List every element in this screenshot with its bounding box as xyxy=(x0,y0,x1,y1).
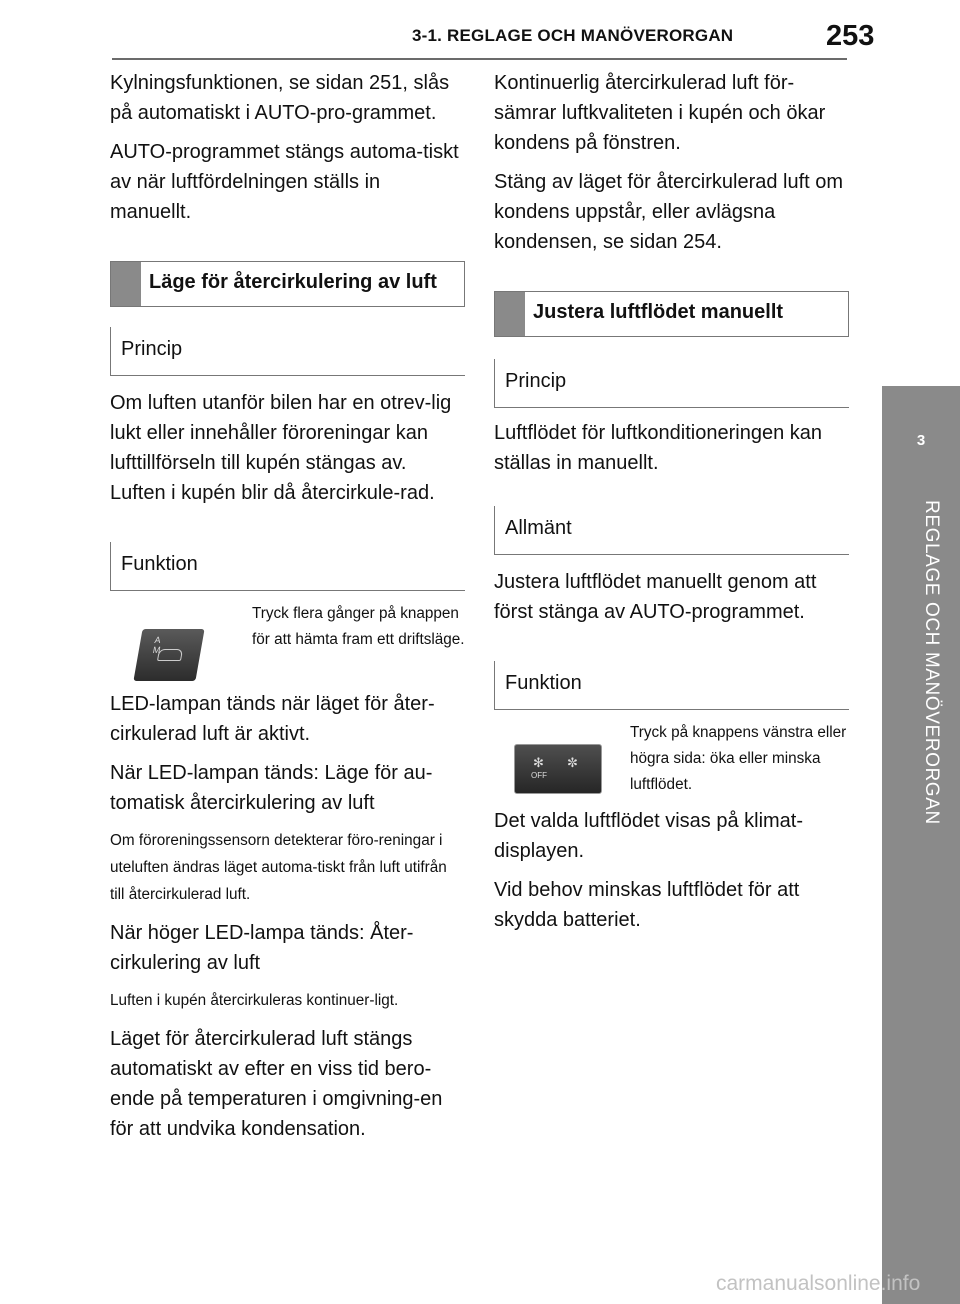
led-paragraph: LED-lampan tänds när läget för åter-cirkulerad luft är aktivt. xyxy=(110,693,435,745)
chapter-title: REGLAGE OCH MANÖVERORGAN xyxy=(921,500,942,825)
section-heading-text: Läge för återcirkulering av luft xyxy=(149,271,437,293)
intro-paragraph: Kylningsfunktionen, se sidan 251, slås på automatiskt i AUTO-pro-grammet. xyxy=(110,72,450,124)
function-description: Tryck flera gånger på knappen för att hämta fram ett driftsläge. xyxy=(252,605,465,648)
fan-increase-icon: ✼ xyxy=(567,755,578,770)
intro-paragraph: Stäng av läget för återcirkulerad luft om kondens uppstår, eller avlägsna kondensen, se sidan 254. xyxy=(494,171,844,253)
right-column xyxy=(494,68,849,944)
intro-paragraph: AUTO-programmet stängs automa-tiskt av när luftfördelningen ställs in manuellt. xyxy=(110,141,459,223)
battery-paragraph: Vid behov minskas luftflödet för att skydda batteriet. xyxy=(494,879,800,931)
principle-paragraph: Om luften utanför bilen har en otrev-lig lukt eller innehåller föroreningar kan lufttillförseln till kupén stängas av. Luften i kupén blir då återcirkule-rad. xyxy=(110,392,452,504)
header-divider xyxy=(112,58,847,60)
function-row xyxy=(494,720,849,798)
auto-off-paragraph: Läget för återcirkulerad luft stängs automatiskt av efter en viss tid bero-ende på temperaturen i omgivning-en för att undvika kondensation. xyxy=(110,1028,443,1140)
subheading-function: Funktion xyxy=(494,661,849,710)
subheading-function: Funktion xyxy=(110,542,465,591)
fan-button-image xyxy=(514,744,602,794)
subheading-principle: Princip xyxy=(110,327,465,376)
section-heading-recirculation xyxy=(110,261,465,307)
heading-accent-bar xyxy=(495,292,525,336)
chapter-number: 3 xyxy=(916,432,926,449)
general-paragraph: Justera luftflödet manuellt genom att först stänga av AUTO-programmet. xyxy=(494,571,817,623)
car-recirculation-icon xyxy=(157,649,183,661)
section-title: 3-1. REGLAGE OCH MANÖVERORGAN xyxy=(412,26,734,45)
intro-paragraph: Kontinuerlig återcirkulerad luft för-sämrar luftkvaliteten i kupén och ökar kondens på fönstren. xyxy=(494,72,826,154)
display-paragraph: Det valda luftflödet visas på klimat-displayen. xyxy=(494,810,804,862)
page-number: 253 xyxy=(826,20,875,52)
subheading-principle: Princip xyxy=(494,359,849,408)
recirculation-button-image xyxy=(133,629,204,681)
left-column xyxy=(110,68,465,1153)
function-row xyxy=(110,601,465,681)
button-off-label: OFF xyxy=(531,771,547,780)
fan-decrease-icon: ✻ xyxy=(533,755,544,770)
right-led-note: Luften i kupén återcirkuleras kontinuer-ligt. xyxy=(110,992,399,1009)
function-description: Tryck på knappens vänstra eller högra sida: öka eller minska luftflödet. xyxy=(630,724,847,793)
auto-led-paragraph: När LED-lampan tänds: Läge för au-tomatisk återcirkulering av luft xyxy=(110,762,433,814)
section-heading-airflow xyxy=(494,291,849,337)
watermark: carmanualsonline.info xyxy=(716,1272,921,1295)
right-led-paragraph: När höger LED-lampa tänds: Åter-cirkulering av luft xyxy=(110,922,414,974)
button-labels: A M xyxy=(152,635,174,655)
section-heading-text: Justera luftflödet manuellt xyxy=(533,301,784,323)
auto-led-note: Om föroreningssensorn detekterar föro-reningar i uteluften ändras läget automa-tiskt från luft utifrån till återcirkulerad luft. xyxy=(110,832,447,903)
heading-accent-bar xyxy=(111,262,141,306)
principle-paragraph: Luftflödet för luftkonditioneringen kan ställas in manuellt. xyxy=(494,422,822,474)
subheading-general: Allmänt xyxy=(494,506,849,555)
